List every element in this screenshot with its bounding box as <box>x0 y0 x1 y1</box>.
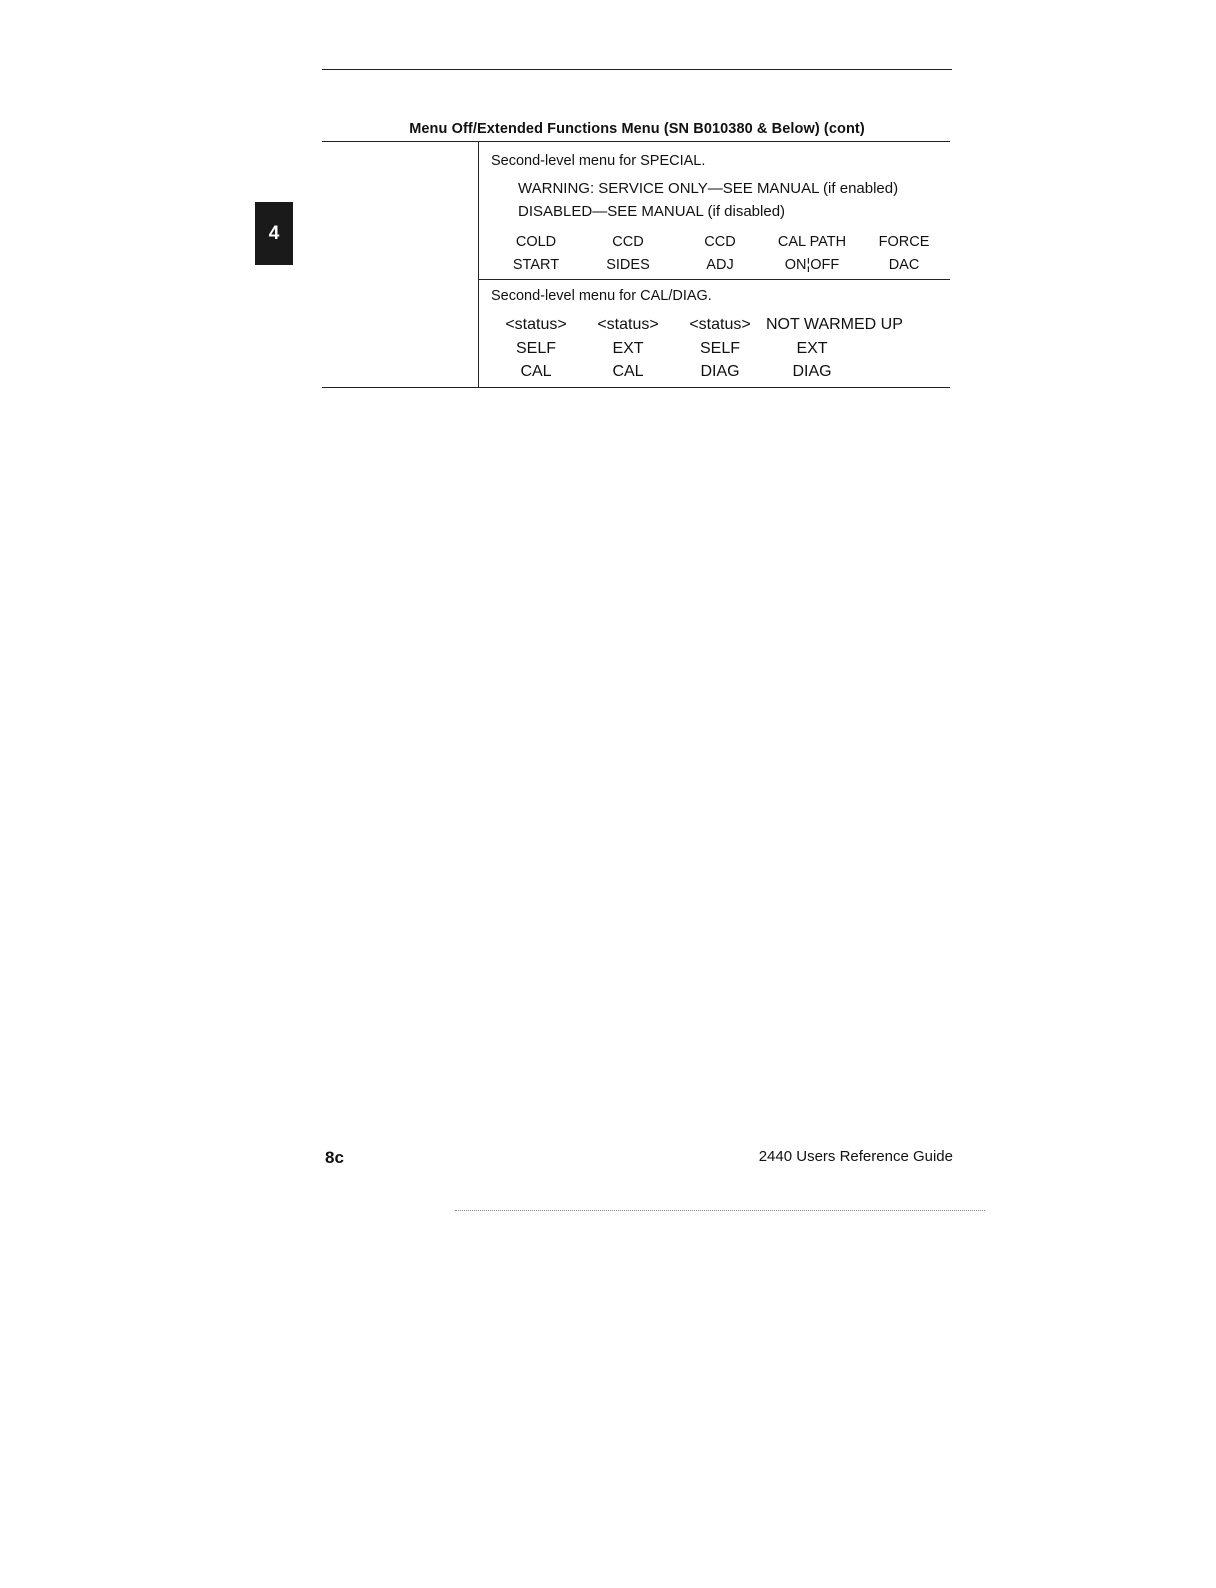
caldiag-label-diag-1: DIAG <box>700 363 740 380</box>
table-column-divider <box>478 142 479 387</box>
guide-title: 2440 Users Reference Guide <box>758 1148 953 1165</box>
special-label-ccd-1: CCD <box>612 234 644 250</box>
caldiag-status-1: <status> <box>505 316 567 333</box>
caldiag-label-self-2: SELF <box>699 340 740 357</box>
special-label-start: START <box>512 257 560 273</box>
menu-table <box>322 141 950 388</box>
special-label-cold: COLD <box>515 234 557 250</box>
special-warning-line-1: WARNING: SERVICE ONLY—SEE MANUAL (if enabled) <box>518 180 899 197</box>
special-menu-heading: Second-level menu for SPECIAL. <box>491 153 706 169</box>
bottom-rule <box>455 1210 985 1211</box>
special-label-force: FORCE <box>878 234 930 250</box>
special-label-on-off: ON¦OFF <box>784 257 840 273</box>
top-rule <box>322 69 952 70</box>
special-label-cal-path: CAL PATH <box>777 234 847 250</box>
table-row-divider <box>478 279 950 280</box>
special-label-adj: ADJ <box>706 257 734 273</box>
special-label-ccd-2: CCD <box>704 234 736 250</box>
special-warning-line-2: DISABLED—SEE MANUAL (if disabled) <box>518 203 786 220</box>
table-title: Menu Off/Extended Functions Menu (SN B010380 & Below) (cont) <box>409 121 865 137</box>
caldiag-label-cal-1: CAL <box>520 363 552 380</box>
special-label-dac: DAC <box>888 257 920 273</box>
caldiag-status-3: <status> <box>689 316 751 333</box>
caldiag-label-self-1: SELF <box>515 340 556 357</box>
caldiag-label-diag-2: DIAG <box>792 363 832 380</box>
caldiag-menu-heading: Second-level menu for CAL/DIAG. <box>491 288 712 304</box>
caldiag-label-ext-1: EXT <box>612 340 644 357</box>
page-number: 8c <box>325 1148 344 1167</box>
caldiag-label-cal-2: CAL <box>612 363 644 380</box>
caldiag-status-2: <status> <box>597 316 659 333</box>
caldiag-label-ext-2: EXT <box>796 340 828 357</box>
special-label-sides: SIDES <box>606 257 650 273</box>
chapter-tab-marker <box>255 202 293 265</box>
chapter-tab-number: 4 <box>268 222 280 244</box>
caldiag-not-warmed-up: NOT WARMED UP <box>766 316 903 333</box>
